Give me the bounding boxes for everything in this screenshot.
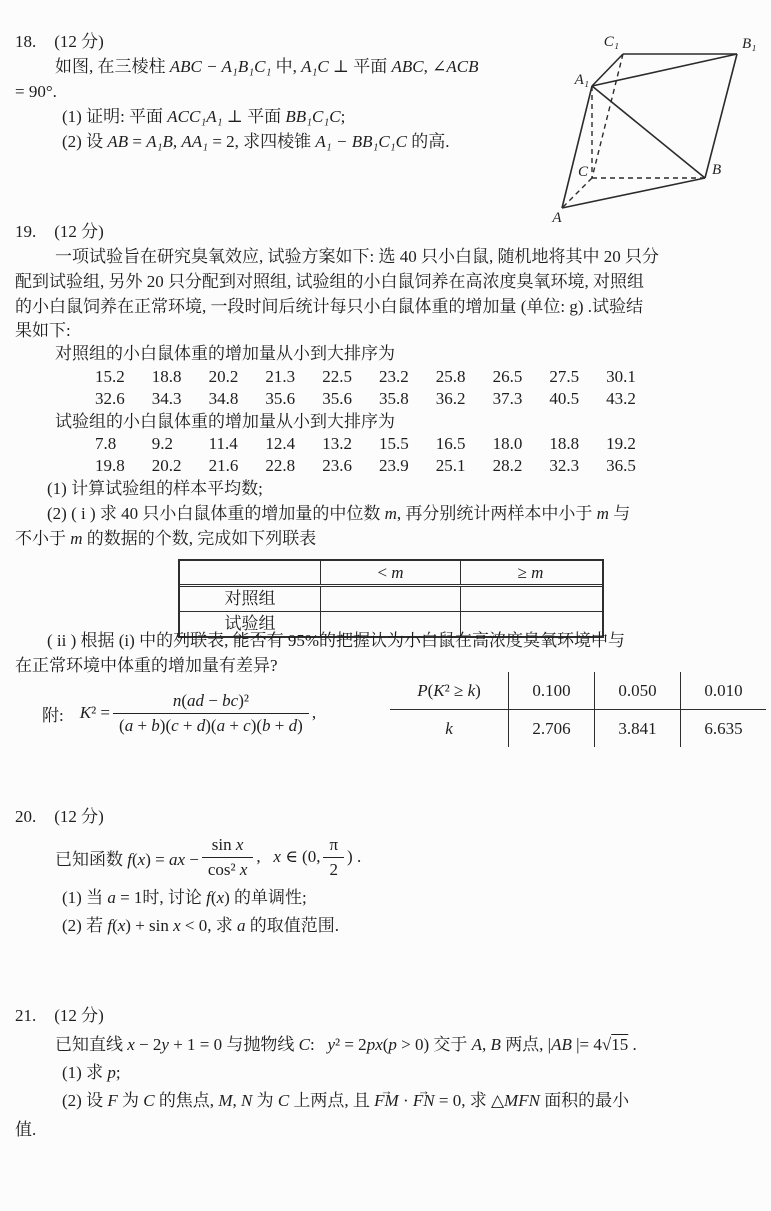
edge-A1B — [592, 86, 705, 178]
problem-19-item2b — [15, 526, 760, 551]
text-run: x — [117, 916, 126, 935]
data-value: 23.2 — [378, 367, 409, 386]
data-value: 7.8 — [95, 434, 117, 453]
text-run: a — [216, 715, 226, 735]
vertex-label-B1: B₁ — [742, 36, 757, 52]
problem-score: (12 分) — [54, 807, 104, 826]
fraction-numerator — [202, 835, 254, 857]
formula-prefix: 附: — [42, 705, 64, 725]
sin-cos-fraction — [202, 835, 254, 879]
text-run: ( — [382, 1035, 389, 1054]
text-run: d — [196, 715, 206, 735]
problem-21-line1 — [15, 1031, 760, 1059]
text-run: − — [185, 849, 199, 869]
text-run: ( — [119, 715, 125, 735]
problem-number: 19. — [15, 222, 37, 241]
text-run: ∈ (0, — [280, 847, 321, 866]
text-run: A₁B — [146, 132, 173, 151]
problem-19-item2c: ( ii ) 根据 (i) 中的列联表, 能否有 95%的把握认为小白鼠在高浓度臭氧环境中与 — [47, 631, 625, 650]
edge-C1C — [592, 54, 623, 178]
text-run: )( — [205, 715, 217, 735]
control-data-row-2 — [95, 388, 663, 410]
vertex-label-A1: A₁ — [574, 72, 589, 88]
text-run: B — [490, 1035, 501, 1054]
problem-19 — [15, 219, 760, 551]
pi-denominator: 2 — [323, 857, 344, 880]
problem-score: (12 分) — [54, 222, 104, 241]
text-run: MFN — [504, 1091, 540, 1110]
data-value: 12.4 — [265, 434, 296, 453]
text-run: ad — [187, 690, 205, 710]
text-run: ; — [340, 107, 346, 126]
text-run: m — [596, 504, 609, 523]
data-value: 20.2 — [208, 367, 239, 386]
empty-cell — [320, 587, 460, 611]
text-run: m — [70, 529, 83, 548]
edge-AB — [562, 178, 705, 208]
text-run: 的高. — [406, 132, 450, 151]
empty-header-cell — [180, 561, 320, 584]
data-value: 13.2 — [322, 434, 352, 453]
text-run: A₁ − BB₁C₁C — [315, 132, 407, 151]
text-run: (1) 求 — [62, 1063, 108, 1082]
text-run: c — [171, 715, 179, 735]
text-run: : — [309, 1035, 328, 1054]
problem-number: 18. — [15, 32, 37, 51]
text-run: , — [232, 1091, 241, 1110]
text-run: m — [384, 504, 397, 523]
prism-svg — [545, 26, 771, 224]
function-mid — [256, 847, 320, 867]
data-value: 22.5 — [322, 367, 352, 386]
text-run: x — [216, 888, 225, 907]
text-run: a — [107, 888, 116, 907]
problem-score: (12 分) — [54, 32, 104, 51]
critical-value-table — [390, 672, 766, 747]
text-run: 已知函数 — [55, 849, 128, 869]
edge-A1B1 — [592, 54, 737, 86]
fraction-denominator — [202, 857, 254, 880]
contingency-table — [178, 559, 604, 638]
text-run: AA₁ — [181, 132, 209, 151]
empty-cell — [460, 587, 600, 611]
data-value: 27.5 — [549, 367, 580, 386]
prism-figure — [545, 26, 771, 224]
data-value: 16.5 — [435, 434, 466, 453]
vertex-label-B: B — [712, 162, 722, 178]
data-value: 19.2 — [606, 434, 636, 453]
text-run: · — [398, 1091, 413, 1110]
data-value: 25.1 — [435, 456, 466, 475]
text-run: (1) 证明: 平面 — [62, 107, 168, 126]
data-value: 34.3 — [151, 389, 182, 408]
data-value: 30.1 — [606, 367, 636, 386]
text-run: , — [482, 1035, 491, 1054]
k2-comma: , — [311, 703, 317, 722]
problem-21-item2-cont: 值. — [15, 1120, 37, 1139]
text-run: C — [298, 1035, 310, 1054]
text-run: f — [107, 916, 113, 935]
prob-value: 0.010 — [680, 672, 766, 709]
text-run: ≥ — [517, 563, 532, 582]
data-value: 20.2 — [151, 456, 182, 475]
text-run: )² — [238, 690, 249, 710]
problem-19-item2d: 在正常环境中体重的增加量有差异? — [15, 656, 278, 675]
data-value: 18.8 — [151, 367, 182, 386]
problem-21-item2 — [15, 1086, 760, 1116]
text-run: a — [124, 715, 134, 735]
function-lead — [55, 845, 199, 870]
text-run: . — [628, 1035, 637, 1054]
text-run: 已知直线 — [55, 1035, 128, 1054]
problem-20-function — [15, 829, 760, 885]
row-label-control: 对照组 — [224, 589, 276, 608]
text-run: ) + sin — [125, 916, 174, 935]
text-run: √ — [601, 1035, 612, 1054]
text-run: − — [204, 690, 223, 710]
edge-A1A — [562, 86, 592, 208]
text-run: 中, — [271, 57, 302, 76]
text-run: a — [237, 916, 246, 935]
ktable-k-values — [508, 710, 766, 747]
problem-number: 21. — [15, 1006, 37, 1025]
problem-19-part2 — [15, 628, 760, 678]
text-run: ( — [131, 849, 138, 869]
problem-20-item2 — [15, 913, 760, 938]
data-value: 32.3 — [549, 456, 580, 475]
text-run: 不小于 — [15, 529, 71, 548]
text-run: 与 — [608, 504, 631, 523]
text-run: BB₁C₁C — [285, 107, 341, 126]
text-run: b — [151, 715, 160, 735]
vertex-label-C1: C₁ — [603, 34, 619, 50]
text-run: ax — [168, 849, 185, 869]
text-run: c — [243, 715, 251, 735]
text-run: K — [433, 680, 445, 700]
text-run: C — [143, 1091, 155, 1110]
k2-numerator — [113, 691, 309, 713]
text-run: p — [107, 1063, 116, 1082]
text-run: − 2 — [134, 1035, 162, 1054]
data-value: 35.8 — [378, 389, 409, 408]
k2-lhs — [80, 703, 110, 723]
edge-A1C1 — [592, 54, 623, 86]
text-run: = 90°. — [15, 82, 57, 101]
text-run: , ∠ — [423, 57, 447, 76]
data-value: 26.5 — [492, 367, 523, 386]
text-run: ACB — [446, 57, 479, 76]
text-run: F — [107, 1091, 118, 1110]
k2-denominator — [113, 713, 309, 736]
text-run: b — [262, 715, 271, 735]
problem-20 — [15, 804, 760, 938]
text-run: K — [79, 703, 92, 722]
k-value: 3.841 — [594, 710, 680, 747]
data-value: 25.8 — [435, 367, 466, 386]
problem-20-item1 — [15, 885, 760, 910]
text-run: ( — [181, 690, 188, 710]
text-run: 上两点, 且 — [289, 1091, 375, 1110]
text-run: > 0) 交于 — [396, 1035, 472, 1054]
vertex-label-A: A — [552, 210, 562, 224]
text-run: f — [206, 888, 211, 907]
data-value: 9.2 — [151, 434, 174, 453]
text-run: (2) 设 — [62, 1091, 108, 1110]
text-run: k — [467, 680, 476, 700]
text-run: ) — [297, 715, 303, 735]
text-run: (2) ( i ) 求 40 只小白鼠体重的增加量的中位数 — [47, 504, 385, 523]
data-value: 28.2 — [492, 456, 523, 475]
text-run: ) = — [145, 849, 169, 869]
text-run: m — [531, 563, 544, 582]
test-data-row-2 — [95, 455, 663, 477]
text-run: d — [288, 715, 298, 735]
data-value: 15.2 — [95, 367, 125, 386]
data-value: 36.5 — [606, 456, 636, 475]
text-run: ² = — [91, 703, 111, 722]
data-value: 23.9 — [378, 456, 409, 475]
text-run: (2) 若 — [62, 916, 108, 935]
text-run: 面积的最小 — [539, 1091, 630, 1110]
test-data-row-1 — [95, 433, 663, 455]
problem-20-header — [15, 804, 760, 829]
text-run: )( — [159, 715, 172, 735]
k-value: 2.706 — [508, 710, 594, 747]
text-run: N — [240, 1091, 253, 1110]
text-run: AB — [107, 132, 129, 151]
function-tail: ) . — [347, 847, 362, 866]
text-run: + — [225, 715, 244, 735]
text-run: AB — [551, 1035, 572, 1054]
text-run: 的焦点, — [154, 1091, 219, 1110]
data-value: 32.6 — [95, 389, 125, 408]
text-run: px — [366, 1035, 383, 1054]
ktable-k-label: k — [445, 718, 453, 738]
text-run: y — [327, 1035, 335, 1054]
text-run: + — [133, 715, 152, 735]
text-run: |= 4 — [571, 1035, 602, 1054]
text-run: 的取值范围. — [245, 916, 340, 935]
text-run: cos² — [207, 859, 240, 879]
text-run: x — [173, 916, 181, 935]
text-run: ABC — [391, 57, 424, 76]
text-run: ² = 2 — [335, 1035, 367, 1054]
edge-BB1 — [705, 54, 737, 178]
column-less-than-m — [320, 561, 460, 584]
text-run: ABC − A₁B₁C₁ — [169, 57, 272, 76]
problem-21 — [15, 1003, 760, 1143]
control-group-label: 对照组的小白鼠体重的增加量从小到大排序为 — [55, 344, 395, 363]
row-label-test: 试验组 — [224, 614, 276, 633]
vertex-label-C: C — [577, 164, 588, 180]
text-run: → FM — [374, 1086, 399, 1116]
text-run: ACC₁A₁ — [167, 107, 223, 126]
ktable-row-prob — [390, 672, 766, 710]
data-value: 34.8 — [208, 389, 239, 408]
column-geq-m — [460, 561, 600, 584]
text-run: M — [218, 1091, 233, 1110]
contingency-header-row — [180, 561, 602, 587]
text-run: ) — [475, 680, 481, 700]
text-run: 为 — [252, 1091, 278, 1110]
text-run: = — [128, 132, 147, 151]
text-run: < 0, 求 — [180, 916, 238, 935]
pi-numerator: π — [329, 834, 339, 854]
data-value: 37.3 — [492, 389, 523, 408]
text-run: = 0, 求 △ — [434, 1091, 505, 1110]
problem-19-item1: (1) 计算试验组的样本平均数; — [47, 479, 263, 498]
data-value: 21.6 — [208, 456, 239, 475]
text-run: 如图, 在三棱柱 — [55, 57, 170, 76]
problem-19-para-2: 配到试验组, 另外 20 只分配到对照组, 试验组的小白鼠饲养在高浓度臭氧环境, 对照组 — [15, 272, 644, 291]
text-run: ( — [112, 916, 118, 935]
problem-19-header — [15, 219, 760, 244]
text-run: ( — [427, 680, 434, 700]
text-run: ² ≥ — [444, 680, 468, 700]
data-value: 35.6 — [265, 389, 296, 408]
text-run: 为 — [117, 1091, 144, 1110]
data-value: 11.4 — [208, 434, 238, 453]
text-run: + — [270, 715, 289, 735]
ktable-prob-values — [508, 672, 766, 709]
data-value: 22.8 — [265, 456, 296, 475]
contingency-row-control — [180, 587, 602, 612]
data-value: 40.5 — [549, 389, 580, 408]
data-value: 21.3 — [265, 367, 296, 386]
text-run: f — [127, 849, 132, 869]
text-run: < — [377, 563, 392, 582]
text-run: 15 — [611, 1035, 629, 1054]
data-value: 36.2 — [435, 389, 466, 408]
problem-19-para-3: 的小白鼠饲养在正常环境, 一段时间后统计每只小白鼠体重的增加量 (单位: g) .试验结 — [15, 297, 644, 316]
text-run: 两点, | — [500, 1035, 552, 1054]
text-run: C — [277, 1091, 290, 1110]
data-value: 23.6 — [322, 456, 352, 475]
problem-21-header — [15, 1003, 760, 1028]
pi-over-2-fraction — [323, 835, 344, 879]
data-value: 18.0 — [492, 434, 523, 453]
text-run: x — [235, 834, 244, 854]
text-run: = 1时, 讨论 — [115, 888, 207, 907]
data-value: 35.6 — [322, 389, 352, 408]
text-run: x — [239, 859, 248, 879]
text-run: ( — [210, 888, 217, 907]
prob-value: 0.100 — [508, 672, 594, 709]
text-run: x — [127, 1035, 135, 1054]
test-group-label: 试验组的小白鼠体重的增加量从小到大排序为 — [55, 412, 395, 431]
text-run: )( — [250, 715, 263, 735]
text-run: sin — [211, 834, 236, 854]
text-run: + — [178, 715, 197, 735]
text-run: ⊥ 平面 — [328, 57, 392, 76]
control-data-row-1 — [95, 366, 663, 388]
problem-19-para-1: 一项试验旨在研究臭氧效应, 试验方案如下: 选 40 只小白鼠, 随机地将其中 20 只分 — [55, 247, 659, 266]
text-run: , — [256, 847, 274, 866]
text-run: , — [172, 132, 182, 151]
k2-fraction — [113, 691, 309, 735]
text-run: ) 的单调性; — [224, 888, 307, 907]
data-value: 43.2 — [606, 389, 636, 408]
text-run: = 2, 求四棱锥 — [208, 132, 316, 151]
text-run: → FN — [413, 1086, 435, 1116]
text-run: x — [137, 849, 146, 869]
text-run: m — [391, 563, 404, 582]
text-run: 的数据的个数, 完成如下列联表 — [82, 529, 317, 548]
problem-19-item2a — [15, 501, 760, 526]
text-run: x — [273, 847, 281, 866]
text-run: p — [388, 1035, 397, 1054]
text-run: (1) 当 — [62, 888, 108, 907]
text-run: A — [471, 1035, 483, 1054]
data-value: 15.5 — [378, 434, 409, 453]
k-value: 6.635 — [680, 710, 766, 747]
text-run: , 再分别统计两样本中小于 — [396, 504, 597, 523]
problem-number: 20. — [15, 807, 37, 826]
text-run: n — [172, 690, 182, 710]
problem-19-para-4: 果如下: — [15, 321, 71, 340]
text-run: bc — [222, 690, 239, 710]
text-run: ; — [115, 1063, 121, 1082]
text-run: P — [417, 680, 428, 700]
data-value: 19.8 — [95, 456, 125, 475]
text-run: (2) 设 — [62, 132, 108, 151]
text-run: + 1 = 0 与抛物线 — [168, 1035, 299, 1054]
ktable-row-k — [390, 710, 766, 747]
text-run: ⊥ 平面 — [222, 107, 286, 126]
text-run: y — [161, 1035, 169, 1054]
prob-value: 0.050 — [594, 672, 680, 709]
k2-formula — [42, 684, 316, 742]
data-value: 18.8 — [549, 434, 580, 453]
problem-score: (12 分) — [54, 1006, 104, 1025]
text-run: A₁C — [301, 57, 329, 76]
ktable-header-cell — [390, 681, 508, 701]
